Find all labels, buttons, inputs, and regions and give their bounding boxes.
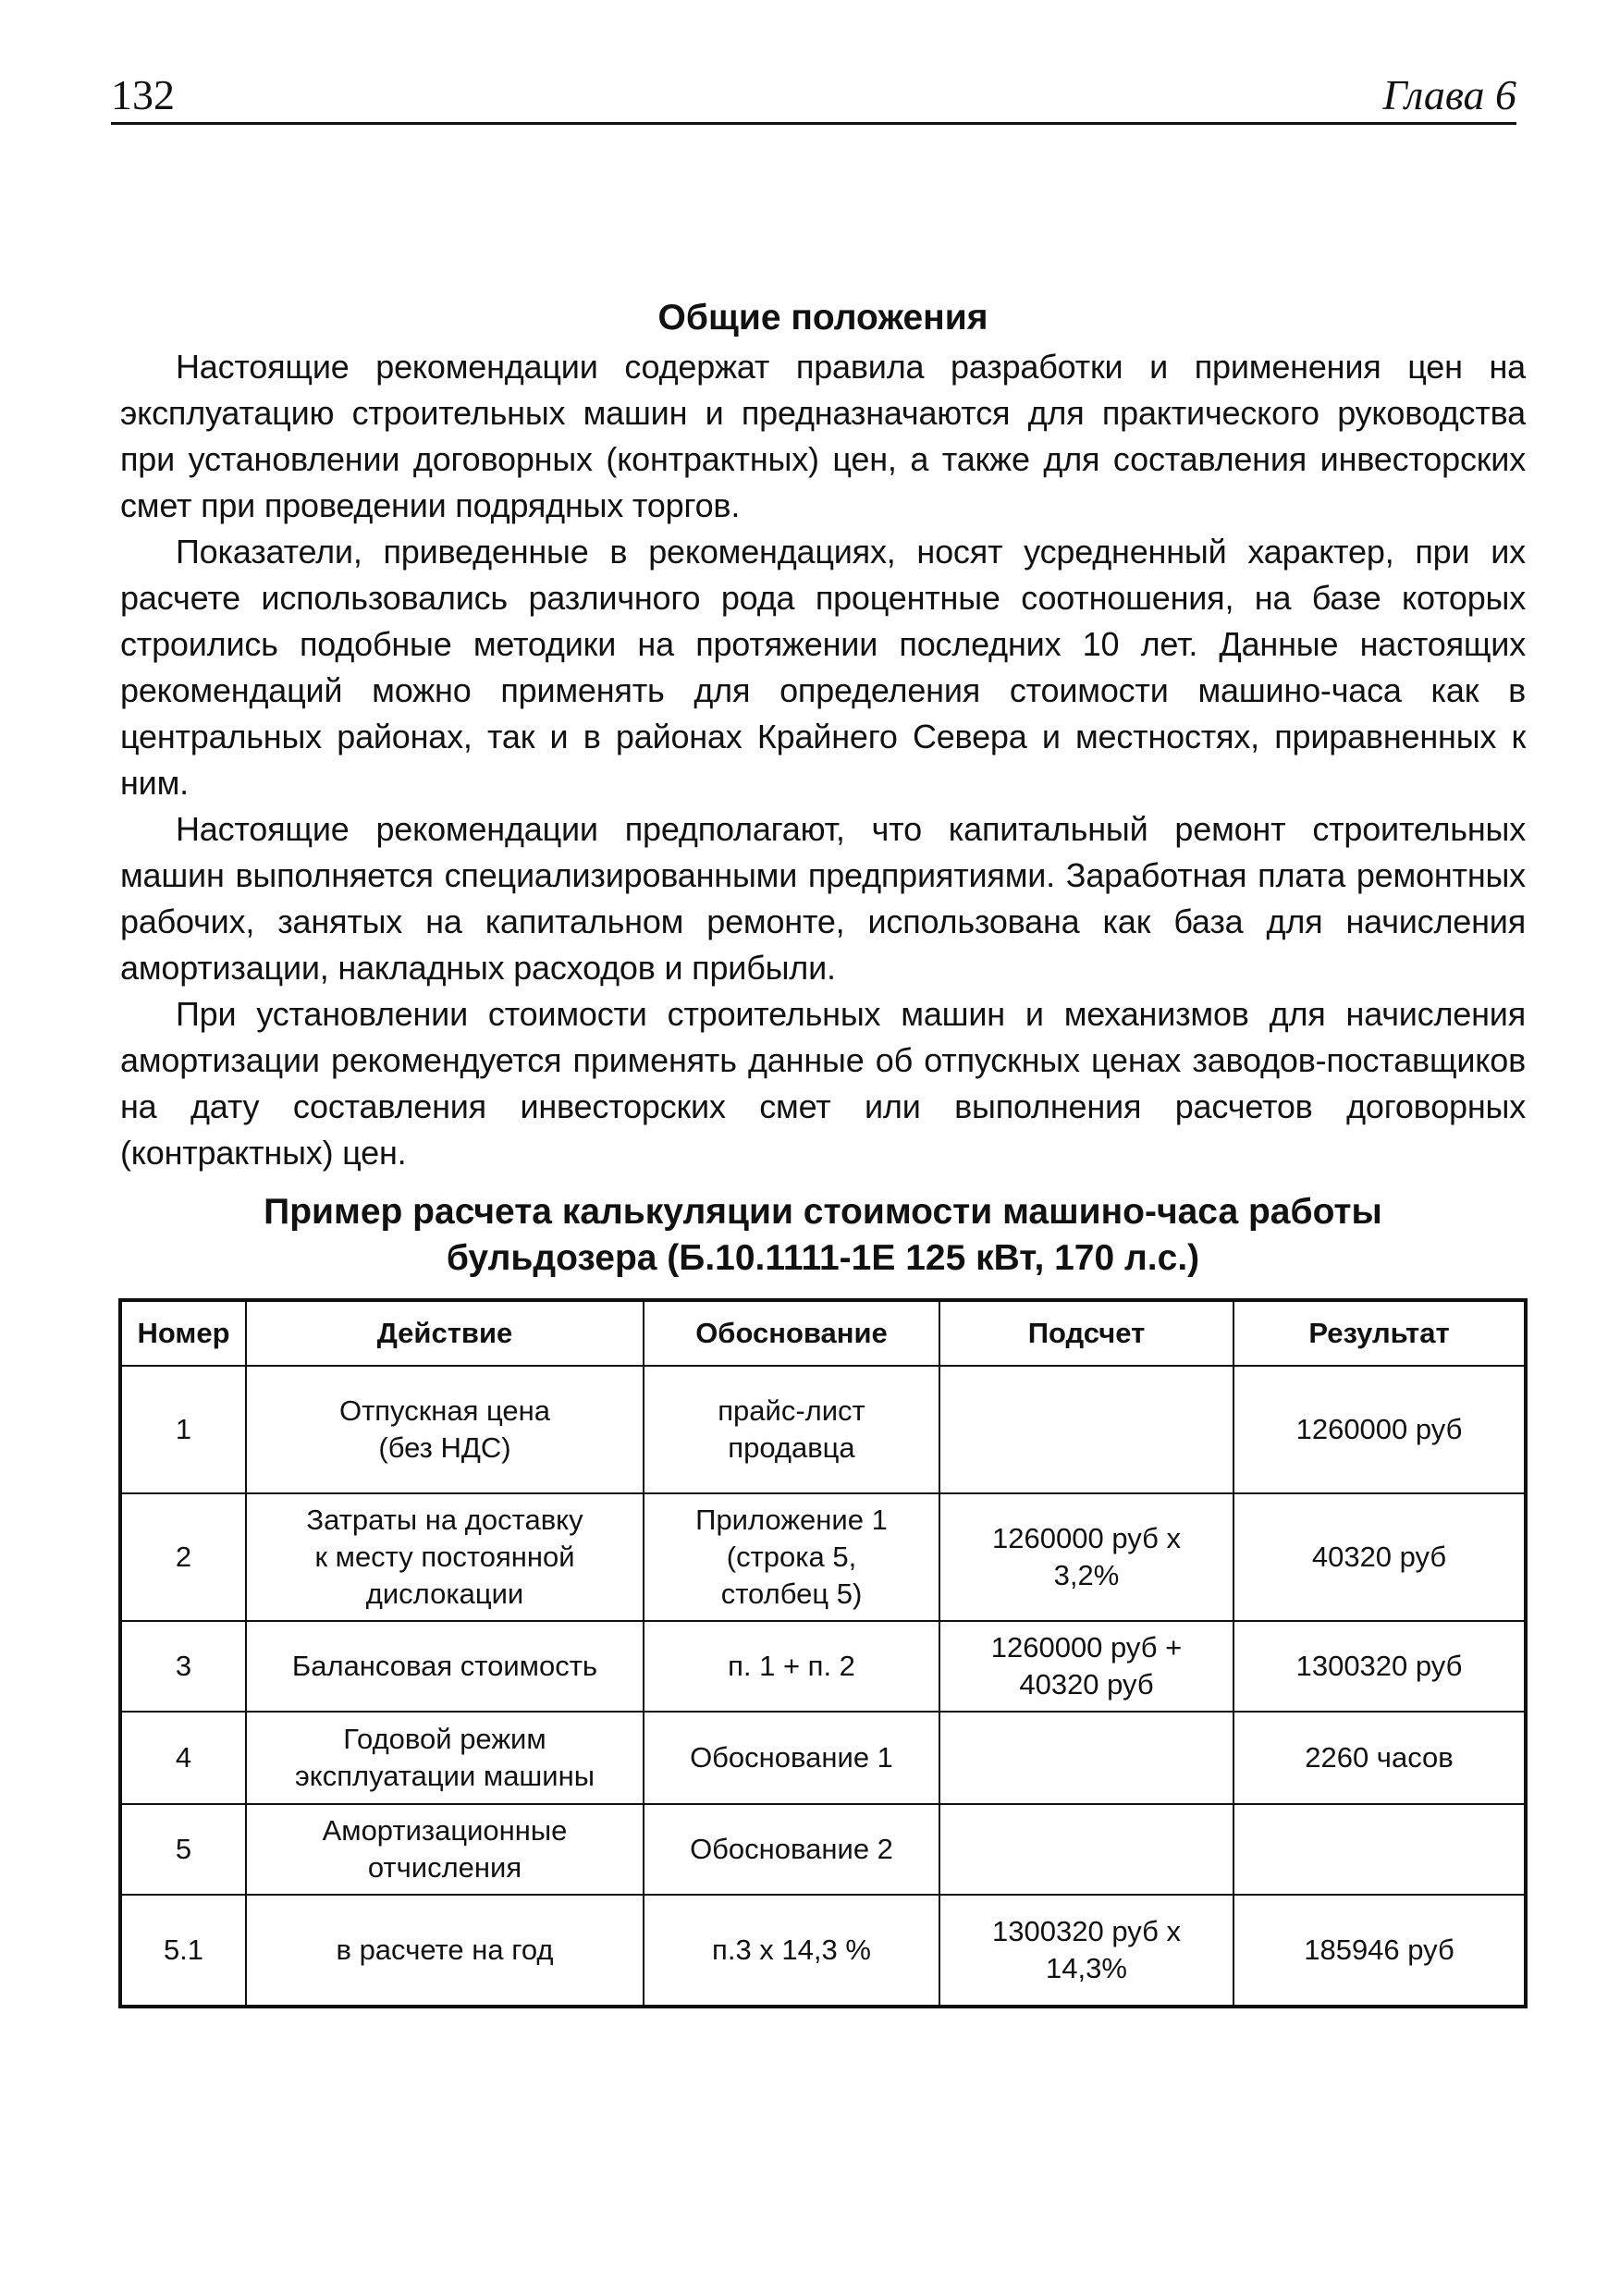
cell-result: 1260000 руб — [1233, 1366, 1526, 1493]
cell-number: 1 — [120, 1366, 246, 1493]
cell-number: 3 — [120, 1621, 246, 1712]
cell-line: (без НДС) — [378, 1431, 511, 1464]
cell-result: 1300320 руб — [1233, 1621, 1526, 1712]
cell-action — [246, 1712, 644, 1804]
cell-line: Обоснование 2 — [690, 1833, 893, 1865]
cell-line: 14,3% — [1046, 1952, 1127, 1984]
cell-line: Отпускная цена — [338, 1394, 551, 1427]
running-header — [111, 65, 1516, 125]
cell-calc — [939, 1493, 1233, 1621]
cell-number: 5.1 — [120, 1895, 246, 2007]
section-title: Общие положения — [657, 298, 988, 338]
table-row — [120, 1895, 1526, 2007]
cell-basis — [644, 1712, 939, 1804]
header-action: Действие — [246, 1300, 644, 1366]
cell-line: 40320 руб — [1019, 1668, 1154, 1701]
section-content — [120, 296, 1526, 1282]
cell-result: 40320 руб — [1233, 1493, 1526, 1621]
cell-calc — [939, 1804, 1233, 1895]
cell-basis — [644, 1895, 939, 2007]
cell-line: 1300320 руб х — [992, 1915, 1181, 1947]
cell-line: (строка 5, — [726, 1541, 857, 1573]
cell-line: к месту постоянной — [314, 1541, 575, 1573]
cell-action — [246, 1895, 644, 2007]
table-row — [120, 1621, 1526, 1712]
cell-line: дислокации — [365, 1578, 524, 1610]
cell-line: столбец 5) — [720, 1578, 863, 1610]
paragraph-3: Настоящие рекомендации предполагают, что капитальный ремонт строительных машин выполняется специализированными предприятиями. Заработная плата ремонтных рабочих, занятых на капитальном ремонте, использована как база для начисления амортизации, накладных расходов и прибыли. — [120, 810, 1526, 987]
cell-basis — [644, 1621, 939, 1712]
header-result: Результат — [1233, 1300, 1526, 1366]
cell-line: продавца — [728, 1431, 855, 1464]
cell-result: 2260 часов — [1233, 1712, 1526, 1804]
page-number: 132 — [111, 71, 175, 118]
cell-action — [246, 1493, 644, 1621]
cell-basis — [644, 1493, 939, 1621]
cell-result: 185946 руб — [1233, 1895, 1526, 2007]
chapter-label: Глава 6 — [1382, 71, 1516, 118]
cell-calc — [939, 1712, 1233, 1804]
cell-calc — [939, 1621, 1233, 1712]
cell-line: прайс-лист — [718, 1394, 865, 1427]
header-number: Номер — [120, 1300, 246, 1366]
cell-line: Годовой режим — [343, 1723, 546, 1755]
cell-number: 5 — [120, 1804, 246, 1895]
cell-line: 1260000 руб х — [992, 1522, 1181, 1554]
cell-line: 1260000 руб + — [990, 1631, 1183, 1664]
table-row — [120, 1493, 1526, 1621]
paragraph-4: При установлении стоимости строительных машин и механизмов для начисления амортизации рекомендуется применять данные об отпускных ценах заводов-поставщиков на дату составления инвесторских смет или выполнения расчетов договорных (контрактных) цен. — [120, 995, 1526, 1172]
header-calc: Подсчет — [939, 1300, 1233, 1366]
cell-line: отчисления — [367, 1851, 522, 1884]
cell-line: Амортизационные — [322, 1814, 568, 1847]
cell-basis — [644, 1804, 939, 1895]
example-title — [120, 1189, 1526, 1282]
table-row — [120, 1804, 1526, 1895]
cell-line: п. 1 + п. 2 — [728, 1650, 855, 1682]
cell-action — [246, 1804, 644, 1895]
cell-line: Обоснование 1 — [690, 1741, 893, 1774]
header-basis: Обоснование — [644, 1300, 939, 1366]
paragraph-2: Показатели, приведенные в рекомендациях, носят усредненный характер, при их расчете использовались различного рода процентные соотношения, на базе которых строились подобные методики на протяжении последних 10 лет. Данные настоящих рекомендаций можно применять для определения стоимости машино-часа как в центральных районах, так и в районах Крайнего Севера и местностях, приравненных к ним. — [120, 533, 1526, 802]
example-title-line-2: бульдозера (Б.10.1111-1Е 125 кВт, 170 л.с.) — [446, 1238, 1200, 1278]
cell-calc — [939, 1895, 1233, 2007]
cell-result — [1233, 1804, 1526, 1895]
cell-line: Затраты на доставку — [306, 1504, 583, 1536]
cell-action — [246, 1366, 644, 1493]
cell-line: в расчете на год — [336, 1934, 554, 1966]
cell-line: п.3 х 14,3 % — [712, 1934, 871, 1966]
table-header-row — [120, 1300, 1526, 1366]
table-row — [120, 1366, 1526, 1493]
cell-basis — [644, 1366, 939, 1493]
cell-calc — [939, 1366, 1233, 1493]
calculation-table — [118, 1298, 1528, 2008]
cell-action — [246, 1621, 644, 1712]
cell-number: 4 — [120, 1712, 246, 1804]
cell-line: 3,2% — [1053, 1559, 1120, 1591]
cell-line: Балансовая стоимость — [291, 1650, 598, 1682]
example-title-line-1: Пример расчета калькуляции стоимости машино-часа работы — [264, 1192, 1382, 1232]
table-row — [120, 1712, 1526, 1804]
cell-number: 2 — [120, 1493, 246, 1621]
cell-line: Приложение 1 — [695, 1504, 888, 1536]
paragraph-1: Настоящие рекомендации содержат правила разработки и применения цен на эксплуатацию строительных машин и предназначаются для практического руководства при установлении договорных (контрактных) цен, а также для составления инвесторских смет при проведении подрядных торгов. — [120, 348, 1526, 524]
cell-line: эксплуатации машины — [294, 1760, 595, 1792]
